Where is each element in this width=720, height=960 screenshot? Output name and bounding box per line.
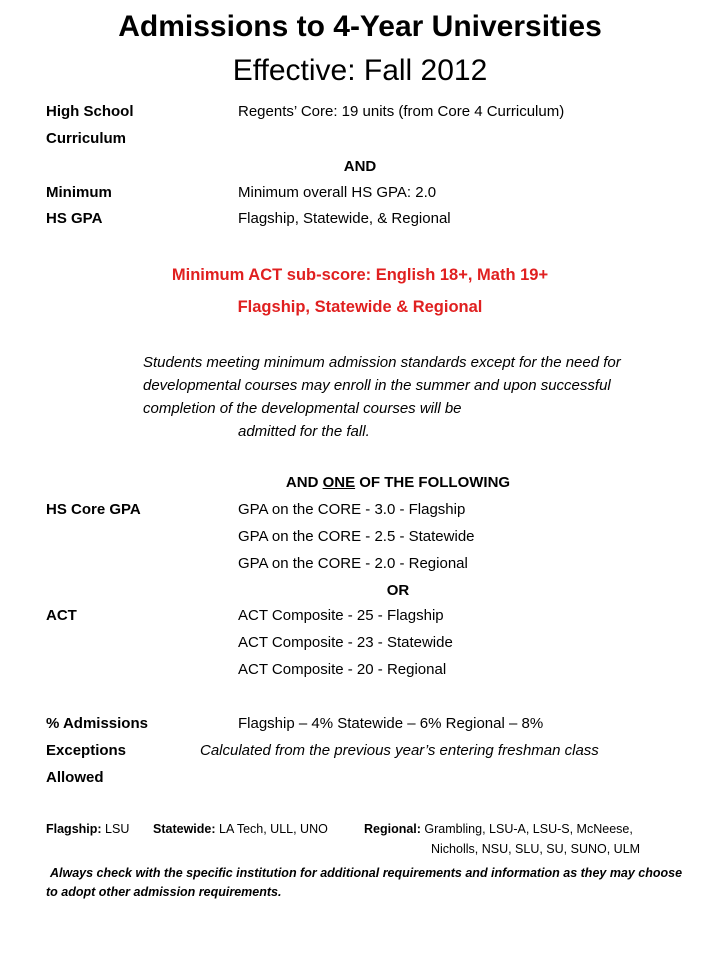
core-gpa-item: GPA on the CORE - 3.0 - Flagship xyxy=(238,501,466,518)
and-one-suffix: OF THE FOLLOWING xyxy=(355,474,511,491)
gpa-value-line2: Flagship, Statewide, & Regional xyxy=(238,210,451,227)
exceptions-values: Flagship – 4% Statewide – 6% Regional – 8% xyxy=(238,715,544,732)
institutions-line xyxy=(46,822,129,836)
gpa-value-line1: Minimum overall HS GPA: 2.0 xyxy=(238,184,437,201)
and-separator-1: AND xyxy=(343,158,377,175)
core-gpa-item: GPA on the CORE - 2.5 - Statewide xyxy=(238,528,475,545)
regional-list-line2: Nicholls, NSU, SLU, SU, SUNO, ULM xyxy=(431,842,641,856)
flagship-list: LSU xyxy=(101,822,130,836)
act-label: ACT xyxy=(46,607,77,624)
and-one-heading xyxy=(38,474,720,491)
or-separator: OR xyxy=(386,582,410,599)
and-one-underlined: ONE xyxy=(322,474,356,491)
page-title: Admissions to 4-Year Universities xyxy=(118,10,602,43)
act-subscore-line2: Flagship, Statewide & Regional xyxy=(237,298,483,316)
curriculum-label-line1: High School xyxy=(46,103,134,120)
exceptions-note: Calculated from the previous year’s entering freshman class xyxy=(200,742,599,759)
gpa-label-line2: HS GPA xyxy=(46,210,103,227)
developmental-note-last: admitted for the fall. xyxy=(238,423,370,440)
flagship-label: Flagship: xyxy=(46,822,102,836)
act-subscore-line1: Minimum ACT sub-score: English 18+, Math 19+ xyxy=(171,266,549,284)
developmental-note-main: Students meeting minimum admission standards except for the need for developmental courses may enroll in the summer and upon successful completion of the developmental courses will be xyxy=(143,354,621,417)
curriculum-label-line2: Curriculum xyxy=(46,130,127,147)
exceptions-label-line3: Allowed xyxy=(46,769,104,786)
footer-disclaimer: Always check with the specific institution for additional requirements and information as they may choose to adopt other admission requirements. xyxy=(46,866,683,899)
act-item: ACT Composite - 20 - Regional xyxy=(238,661,447,678)
regional-list-line1: Grambling, LSU-A, LSU-S, McNeese, xyxy=(420,822,633,836)
act-item: ACT Composite - 23 - Statewide xyxy=(238,634,453,651)
regional-label: Regional: xyxy=(364,822,421,836)
statewide-label: Statewide: xyxy=(153,822,216,836)
gpa-label-line1: Minimum xyxy=(46,184,112,201)
exceptions-label-line2: Exceptions xyxy=(46,742,127,759)
and-one-prefix: AND xyxy=(285,474,323,491)
core-gpa-label: HS Core GPA xyxy=(46,501,141,518)
statewide-list: LA Tech, ULL, UNO xyxy=(215,822,328,836)
act-item: ACT Composite - 25 - Flagship xyxy=(238,607,444,624)
developmental-note xyxy=(143,351,643,443)
statewide-line xyxy=(153,822,328,836)
core-gpa-item: GPA on the CORE - 2.0 - Regional xyxy=(238,555,468,572)
regional-line xyxy=(364,822,633,836)
page-subtitle: Effective: Fall 2012 xyxy=(232,54,488,87)
curriculum-value: Regents’ Core: 19 units (from Core 4 Curriculum) xyxy=(238,103,565,120)
exceptions-label-line1: % Admissions xyxy=(46,715,148,732)
